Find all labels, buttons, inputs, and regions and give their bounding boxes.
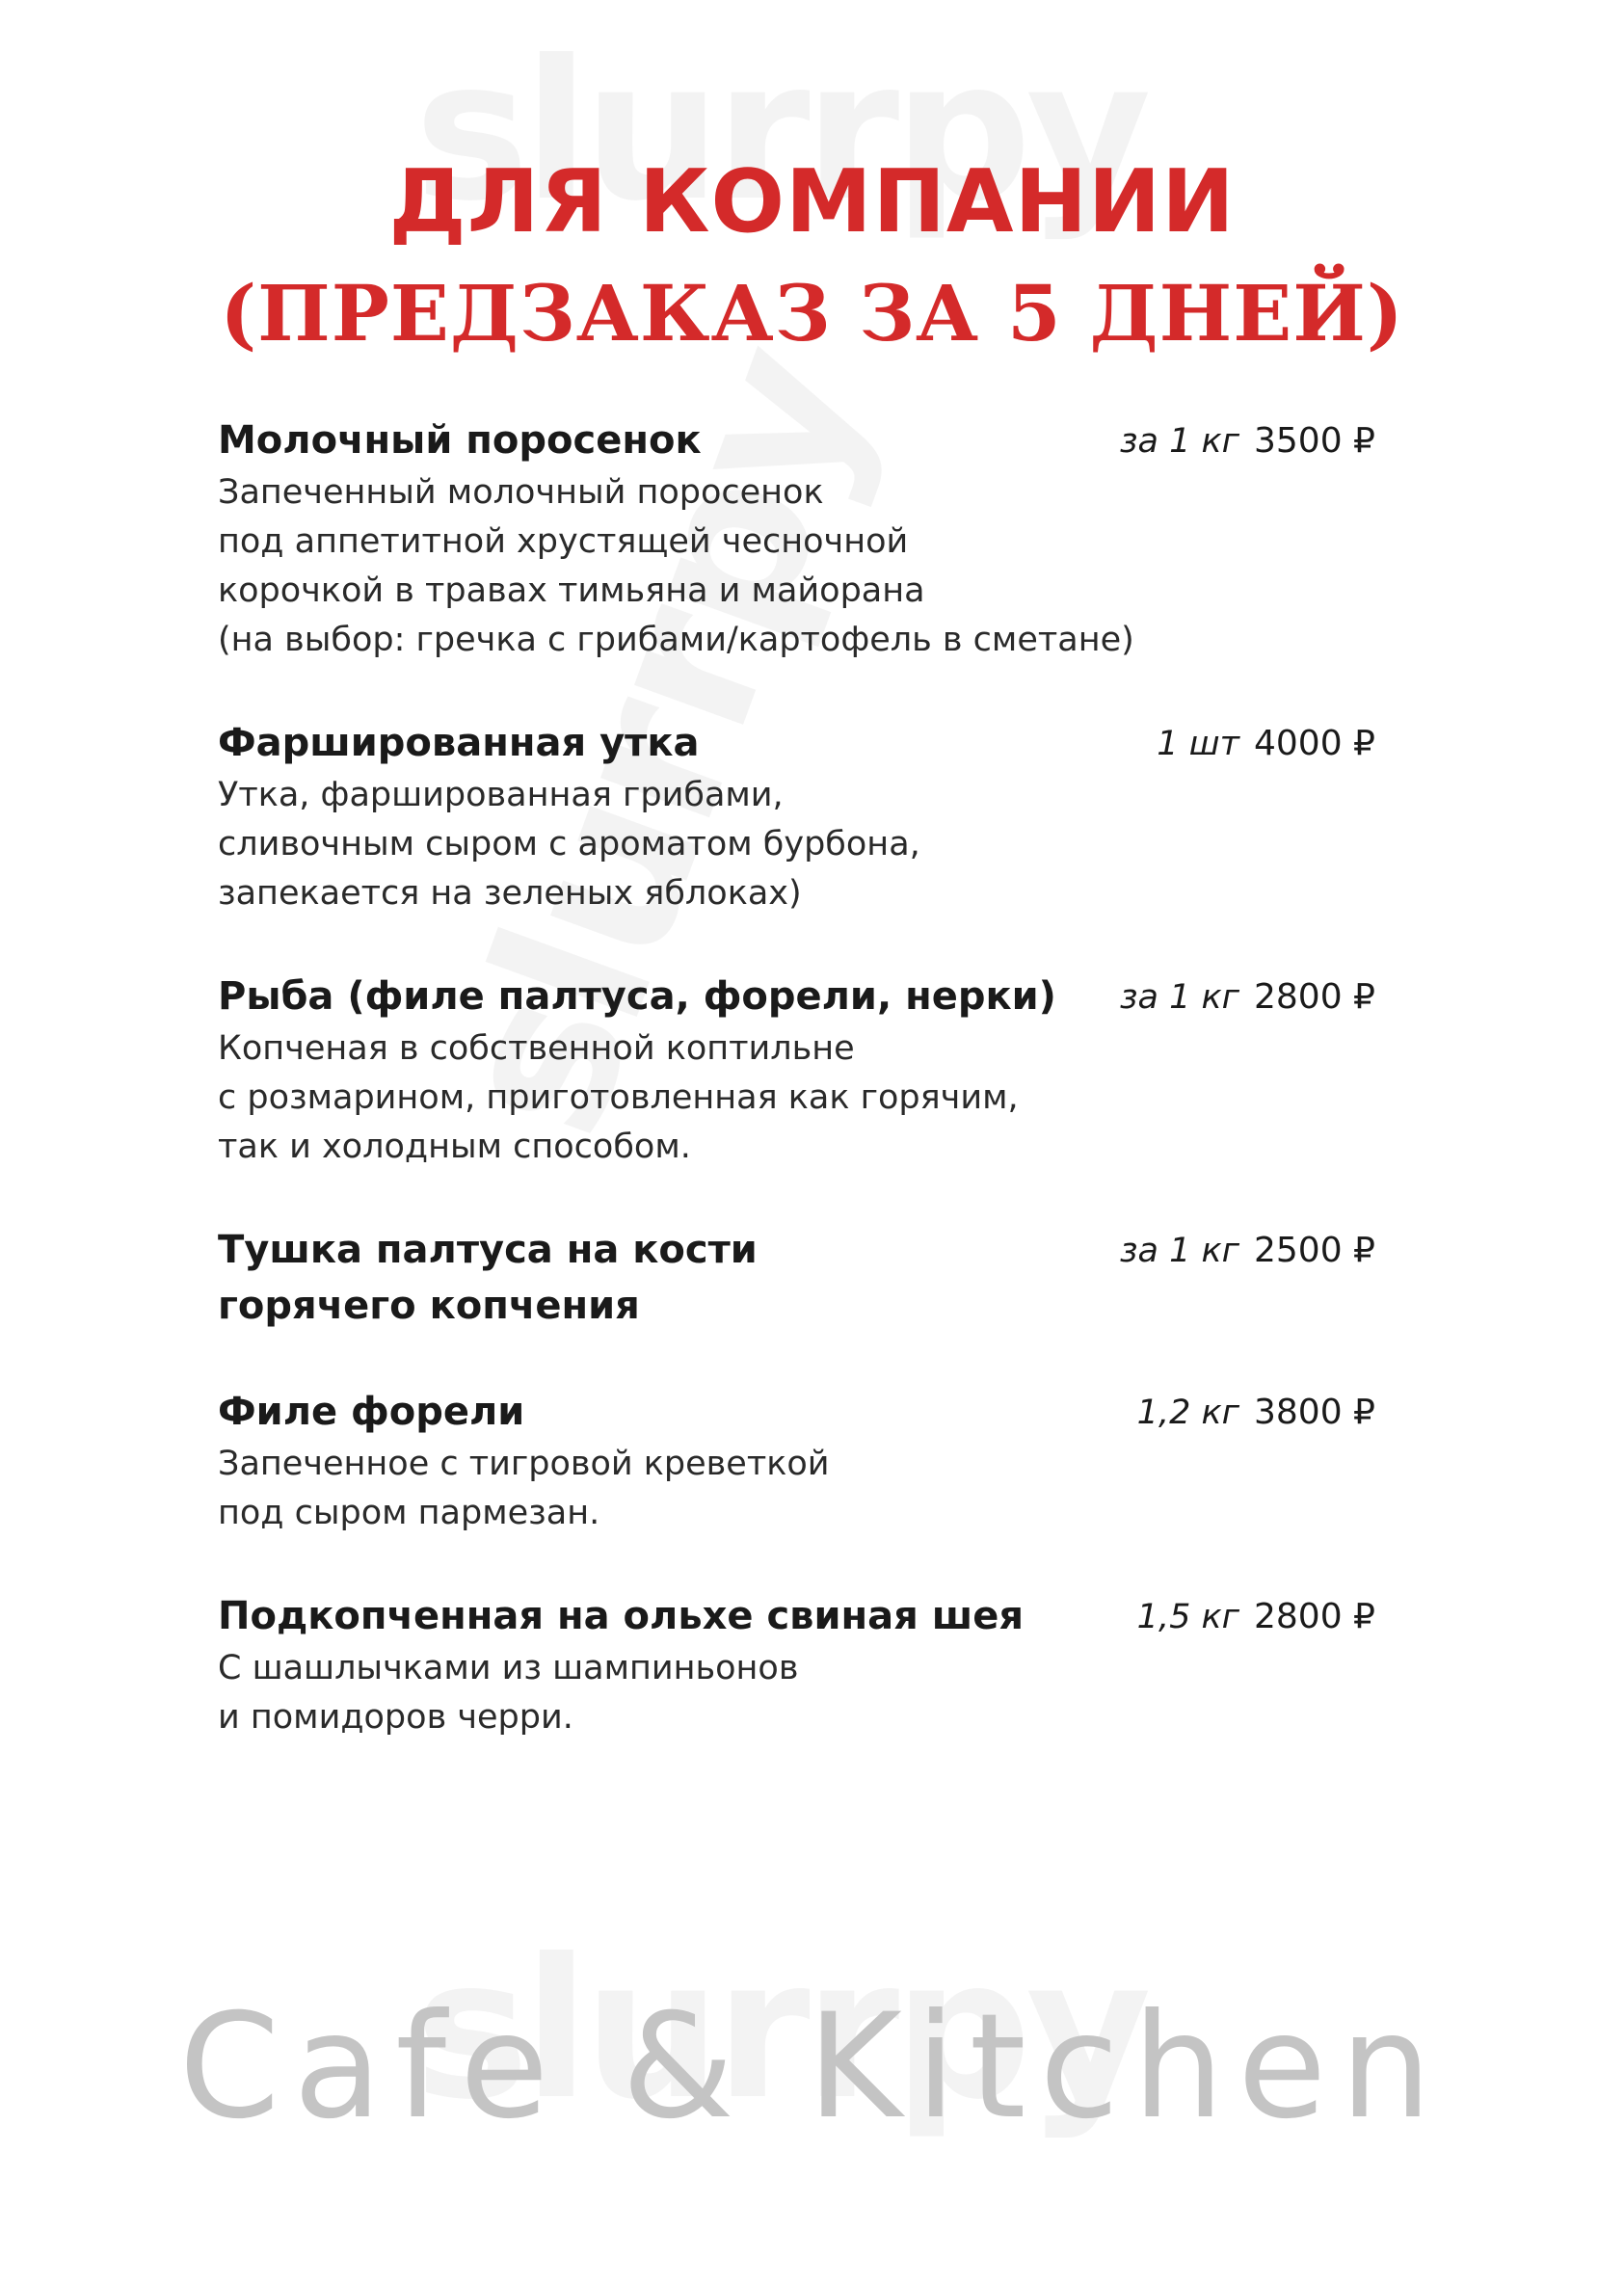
item-quantity: за 1 кг	[1119, 422, 1239, 461]
description-line: С шашлычками из шампиньонов	[218, 1649, 799, 1687]
item-quantity: 1 шт	[1157, 725, 1239, 763]
menu-item	[218, 969, 1423, 1172]
description-line: сливочным сыром с ароматом бурбона,	[218, 825, 920, 863]
description-line: так и холодным способом.	[218, 1128, 691, 1166]
item-name-line: Тушка палтуса на кости	[218, 1228, 758, 1272]
menu-item	[218, 715, 1423, 918]
item-quantity: 1,2 кг	[1136, 1394, 1239, 1432]
item-description	[218, 771, 1162, 918]
description-line: под сыром пармезан.	[218, 1494, 600, 1532]
item-name	[218, 1222, 1066, 1334]
menu-item	[218, 1588, 1423, 1742]
footer-brand: Cafe & Kitchen	[178, 1983, 1446, 2151]
menu-item	[218, 412, 1423, 665]
description-line: с розмарином, приготовленная как горячим,	[218, 1078, 1019, 1117]
item-price: 2800 ₽	[1254, 1597, 1375, 1636]
description-line: (на выбор: гречка с грибами/картофель в сметане)	[218, 621, 1134, 659]
menu-list	[218, 412, 1423, 1793]
item-price: 2500 ₽	[1254, 1231, 1375, 1270]
description-line: Запеченный молочный поросенок	[218, 473, 824, 512]
item-price: 3800 ₽	[1254, 1393, 1375, 1432]
item-price: 3500 ₽	[1254, 421, 1375, 461]
description-line: под аппетитной хрустящей чесночной	[218, 522, 909, 561]
menu-item	[218, 1384, 1423, 1538]
item-name: Подкопченная на ольхе свиная шея	[218, 1594, 1025, 1638]
description-line: и помидоров черри.	[218, 1698, 573, 1737]
menu-section-title	[0, 145, 1624, 366]
item-name: Молочный поросенок	[218, 418, 702, 463]
item-quantity: 1,5 кг	[1136, 1598, 1239, 1636]
title-line-2: (ПРЕДЗАКАЗ ЗА 5 ДНЕЙ)	[220, 268, 1404, 359]
item-name: Филе форели	[218, 1390, 525, 1434]
item-description	[218, 1024, 1162, 1172]
description-line: корочкой в травах тимьяна и майорана	[218, 571, 925, 610]
description-line: запекается на зеленых яблоках)	[218, 874, 802, 913]
item-description	[218, 468, 1162, 665]
item-quantity: за 1 кг	[1119, 1232, 1239, 1270]
item-name: Рыба (филе палтуса, форели, нерки)	[218, 974, 1056, 1019]
item-name: Фаршированная утка	[218, 721, 700, 765]
item-description	[218, 1440, 1162, 1538]
description-line: Запеченное с тигровой креветкой	[218, 1445, 830, 1483]
title-line-1: ДЛЯ КОМПАНИИ	[388, 151, 1236, 252]
item-name-line: горячего копчения	[218, 1284, 640, 1328]
item-quantity: за 1 кг	[1119, 978, 1239, 1017]
menu-item	[218, 1222, 1423, 1334]
item-price: 2800 ₽	[1254, 977, 1375, 1017]
item-description	[218, 1644, 1162, 1742]
description-line: Копченая в собственной коптильне	[218, 1029, 855, 1068]
item-price: 4000 ₽	[1254, 724, 1375, 763]
description-line: Утка, фаршированная грибами,	[218, 776, 784, 814]
